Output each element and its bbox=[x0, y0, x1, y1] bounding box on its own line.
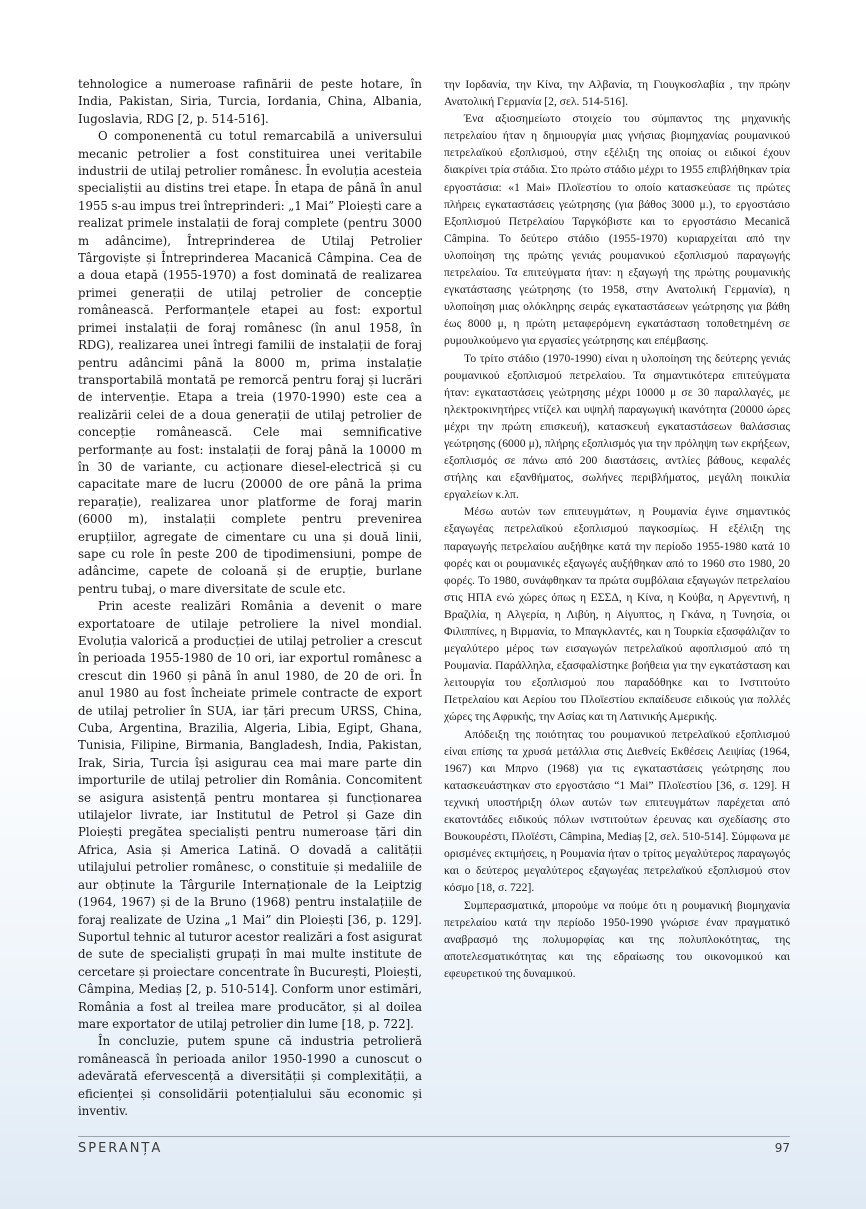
paragraph: tehnologice a numeroase rafinării de peste hotare, în India, Pakistan, Siria, Turcia, Iordania, China, Albania, Iugoslavia, RDG [2, p. 514-516]. bbox=[78, 77, 422, 126]
paragraph: Μέσω αυτών των επιτευγμάτων, η Ρουμανία έγινε σημαντικός εξαγωγέας πετρελαϊκού εξοπλισμού παγκοσμίως. Η εξέλιξη της παραγωγής πετρελαίου αυξήθηκε κατά την περίοδο 1955-1980 κατά 10 φορές και οι ρουμανικές εξαγωγές αυξήθηκαν από το 1960 στο 1980, 20 φορές. Το 1980, συνάφθηκαν τα πρώτα συμβόλαια εξαγωγών πετρελαίου στις ΗΠΑ ενώ χώρες όπως η ΕΣΣΔ, η Κίνα, η Κούβα, η Αργεντινή, η Βραζιλία, η Αλγερία, η Λιβύη, η Αίγυπτος, η Γκάνα, η Τυνησία, οι Φιλιππίνες, η Βιρμανία, το Μπαγκλαντές, και η Τουρκία εξασφάλιζαν το μεγαλύτερο μέρος των εισαγωγών πετρελαϊκού αφοπλισμού από τη Ρουμανία. Παράλληλα, εξασφαλίστηκε βοήθεια για την εγκατάσταση και λειτουργία του εξοπλισμού που παραδόθηκε και το Ινστιτούτο Πετρελαίου και Αερίου του Πλοϊεστίου εκπαίδευσε ειδικούς για πολλές χώρες της Αφρικής, την Ασίας και τη Λατινικής Αμερικής. bbox=[444, 505, 790, 724]
paragraph: O componenentă cu totul remarcabilă a universului mecanic petrolier a fost constituirea unei veritabile industrii de utilaj petrolier românesc. În evoluția acesteia specialiștii au distins trei etape. În etapa de până în anul 1955 s-au impus trei întreprinderi: „1 Mai” Ploiești care a realizat primele instalații de foraj complete (pentru 3000 m adâncime), Întreprinderea de Utilaj Petrolier Târgoviște și Întreprinderea Macanică Câmpina. Cea de a doua etapă (1955-1970) a fost dominată de realizarea primei generații de utilaj petrolier de concepție românească. Performanțele etapei au fost: exportul primei instalații de foraj românesc (în anul 1958, în RDG), realizarea unei întregi familii de instalații de foraj pentru adâncimi până la 8000 m, prima instalație transportabilă montată pe remorcă pentru foraj și lucrări de intervenție. Etapa a treia (1970-1990) este cea a realizării celei de a doua generații de utilaj petrolier de concepție românească. Cele mai semnificative performanțe au fost: instalații de foraj până la 10000 m în 30 de variante, cu acționare diesel-electrică și cu capacitate mare de lucru (20000 de ore până la prima reparație), realizarea unor platforme de foraj marin (6000 m), instalații complete pentru prevenirea erupțiilor, agregate de cimentare cu una și două linii, sape cu role în peste 200 de tipodimensiuni, pompe de adâncime, capete de coloană și de erupție, burlane pentru tubaj, o mare diversitate de scule etc. bbox=[78, 129, 422, 596]
paragraph: Ένα αξιοσημείωτο στοιχείο του σύμπαντος της μηχανικής πετρελαίου ήταν η δημιουργία μιας γνήσιας βιομηχανίας ρουμανικού πετρελαϊκού εξοπλισμού, στην εξέλιξη της οποίας οι ειδικοί έχουν διακρίνει τρία στάδια. Στο πρώτο στάδιο μέχρι το 1955 επιβλήθηκαν τρία εργοστάσια: «1 Mai» Πλοϊεστίου το οποίο κατασκεύασε τις πρώτες πλήρεις εγκαταστάσεις γεώτρησης (για βάθος 3000 μ.), το εργοστάσιο Εξοπλισμού Πετρελαίου Ταργκόβιστε και το εργοστάσιο Mecanică Câmpina. Το δεύτερο στάδιο (1955-1970) κυριαρχείται από την υλοποίηση της πρώτης γενιάς ρουμανικού εξοπλισμού παραγωγής πετρελαίου. Τα επιτεύγματα ήταν: η εξαγωγή της πρώτης ρουμανικής εγκατάστασης γεώτρησης (το 1958, στην Ανατολική Γερμανία), η υλοποίηση μιας ολόκληρης σειράς εγκαταστάσεων γεώτρησης για βάθη έως 8000 μ, η πρώτη μεταφερόμενη εγκατάσταση τοποθετημένη σε ρυμουλκούμενο για εργασίες γεώτρησης και επέμβασης. bbox=[444, 112, 790, 348]
page-footer bbox=[78, 1136, 790, 1159]
paragraph: În concluzie, putem spune că industria petrolieră românească în perioada anilor 1950-1990 a cunoscut o adevărată efervescență a diversității și complexității, a eficienței și consolidării potențialului său economic și inventiv. bbox=[78, 1034, 422, 1118]
magazine-title: SPERANȚA bbox=[78, 1141, 163, 1156]
paragraph: Συμπερασματικά, μπορούμε να πούμε ότι η ρουμανική βιομηχανία πετρελαίου κατά την περίοδο 1950-1990 γνώρισε έναν πραγματικό αναβρασμό της πολυμορφίας και της πολυπλοκότητας, της αποτελεσματικότητας και της εδραίωσης του οικονομικού και εφευρετικού της δυναμικού. bbox=[444, 898, 790, 980]
paragraph: Απόδειξη της ποιότητας του ρουμανικού πετρελαϊκού εξοπλισμού είναι επίσης τα χρυσά μετάλλια στις Διεθνείς Εκθέσεις Λειψίας (1964, 1967) και Μπρνο (1968) για τις εγκαταστάσεις γεώτρησης που κατασκευάστηκαν στο εργοστάσιο “1 Mai” Πλοϊεστίου [36, σ. 129]. Η τεχνική υποστήριξη όλων αυτών των επιτευγμάτων παρέχεται από εκατοντάδες ειδικούς πόλων ινστιτούτων έρευνας και σχεδίασης στο Βουκουρέστι, Πλοϊέστι, Câmpina, Mediaș [2, σελ. 510-514]. Σύμφωνα με ορισμένες εκτιμήσεις, η Ρουμανία ήταν ο τρίτος μεγαλύτερος παραγωγός και ο δεύτερος μεγαλύτερος εξαγωγέας πετρελαϊκού εξοπλισμού στον κόσμο [18, σ. 722]. bbox=[444, 727, 790, 895]
left-column-romanian bbox=[78, 76, 422, 1120]
page-number: 97 bbox=[774, 1141, 790, 1155]
paragraph: Το τρίτο στάδιο (1970-1990) είναι η υλοποίηση της δεύτερης γενιάς ρουμανικού εξοπλισμού πετρελαίου. Τα σημαντικότερα επιτεύγματα ήταν: εγκαταστάσεις γεώτρησης μέχρι 10000 μ σε 30 παραλλαγές, με ηλεκτροκινητήρες ντίζελ και υψηλή παραγωγική ικανότητα (20000 ώρες μέχρι την πρώτη επισκευή), κατασκευή εγκαταστάσεων θαλάσσιας γεώτρησης (6000 μ), πλήρης εξοπλισμός για την πρόληψη των εκρήξεων, εξοπλισμός σε πάνω από 200 διαστάσεις, αντλίες βάθους, κεφαλές στήλης και εξανθήματος, σωλήνες περιβλήματος, μεγάλη ποικιλία εργαλείων κ.λπ. bbox=[444, 351, 790, 502]
paragraph: την Ιορδανία, την Κίνα, την Αλβανία, τη Γιουγκοσλαβία , την πρώην Ανατολική Γερμανία [2, σελ. 514-516]. bbox=[444, 78, 790, 109]
right-column-greek bbox=[444, 76, 790, 982]
paragraph: Prin aceste realizări România a devenit o mare exportatoare de utilaje petroliere la nivel mondial. Evoluția valorică a producției de utilaj petrolier a crescut în perioada 1955-1980 de 10 ori, iar exportul românesc a crescut din 1960 și până în anul 1980, de 20 de ori. În anul 1980 au fost încheiate primele contracte de export de utilaj petrolier în SUA, iar țări precum URSS, China, Cuba, Argentina, Brazilia, Algeria, Libia, Egipt, Ghana, Tunisia, Filipine, Birmania, Bangladesh, India, Pakistan, Irak, Siria, Turcia își asigurau cea mai mare parte din importurile de utilaj petrolier din România. Concomitent se asigura asistență pentru montarea și funcționarea utilajelor livrate, iar Institutul de Petrol și Gaze din Ploiești pregătea specialiști pentru numeroase țări din Africa, Asia și America Latină. O dovadă a calității utilajului petrolier românesc, o constituie și medaliile de aur obținute la Târgurile Internaționale de la Leiptzig (1964, 1967) și de la Bruno (1968) pentru instalațiile de foraj realizate de Uzina „1 Mai” din Ploiești [36, p. 129]. Suportul tehnic al tuturor acestor realizări a fost asigurat de sute de specialiști grupați în mai multe institute de cercetare și proiectare concentrate în București, Ploiești, Câmpina, Mediaș [2, p. 510-514]. Conform unor estimări, România a fost al treilea mare producător, și al doilea mare exportator de utilaj petrolier din lume [18, p. 722]. bbox=[78, 599, 422, 1031]
